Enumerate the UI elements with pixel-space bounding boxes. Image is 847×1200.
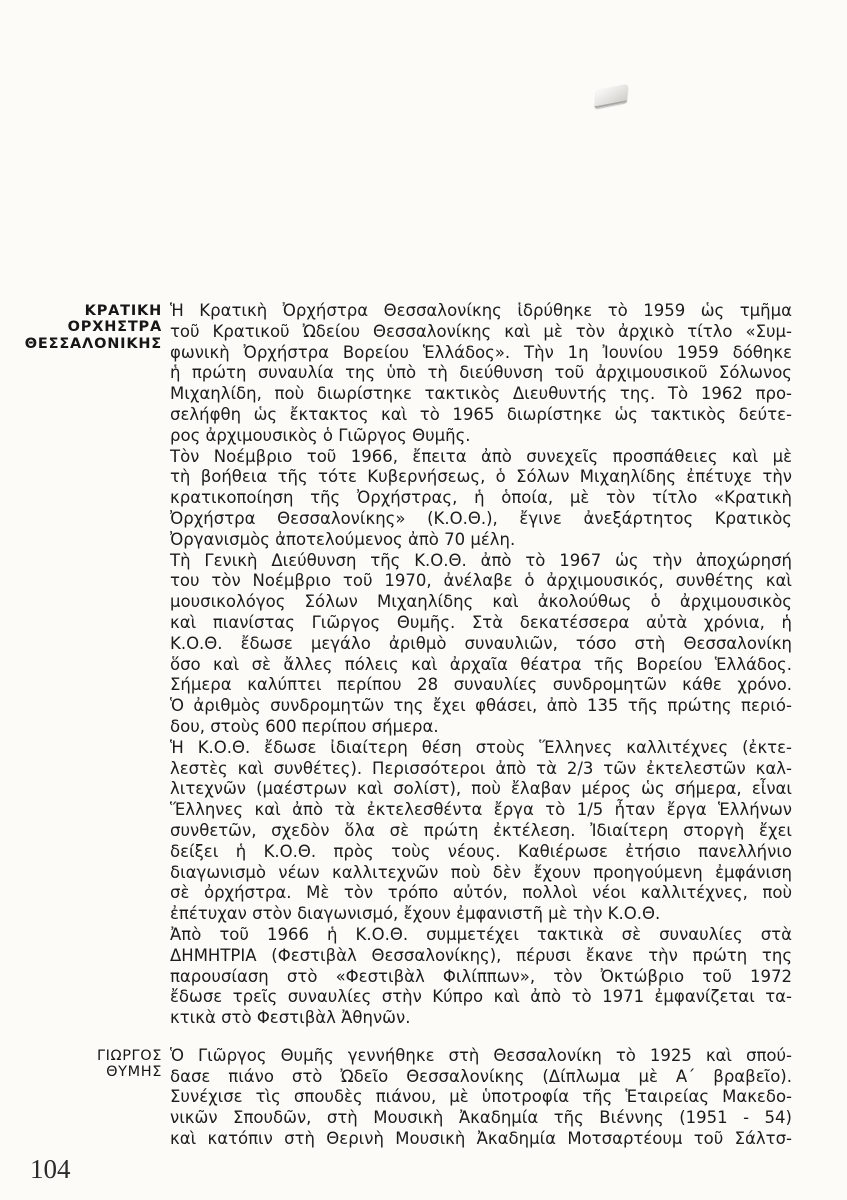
- text-line: ὅσο καὶ σὲ ἄλλες πόλεις καὶ ἀρχαῖα θέατρα τῆς Βορείου Ἑλλάδος.: [170, 654, 792, 674]
- text-line: ἔδωσε τρεῖς συναυλίες στὴν Κύπρο καὶ ἀπὸ τὸ 1971 ἐμφανίζεται τα-: [170, 987, 792, 1007]
- section-heading: [22, 301, 162, 352]
- text-line: Ὁ Γιῶργος Θυμῆς γεννήθηκε στὴ Θεσσαλονίκη τὸ 1925 καὶ σπού-: [170, 1045, 792, 1065]
- text-line: συνθετῶν, σχεδὸν ὅλα σὲ πρώτη ἐκτέλεση. Ἰδιαίτερη στοργὴ ἔχει: [170, 820, 792, 840]
- text-line: τὴ βοήθεια τῆς τότε Κυβερνήσεως, ὁ Σόλων Μιχαηλίδης ἐπέτυχε τὴν: [170, 467, 792, 487]
- text-line: Ἡ Κ.Ο.Θ. ἔδωσε ἰδιαίτερη θέση στοὺς Ἕλληνες καλλιτέχνες (ἐκτε-: [170, 737, 792, 757]
- paragraph: [170, 301, 792, 447]
- text-line: σὲ ὀρχήστρα. Μὲ τὸν τρόπο αὐτόν, πολλοὶ νέοι καλλιτέχνες, ποὺ: [170, 883, 792, 903]
- text-line: καὶ κατόπιν στὴ Θερινὴ Μουσικὴ Ἀκαδημία Μοτσαρτέουμ τοῦ Σάλτσ-: [170, 1129, 792, 1149]
- text-line: Ἡ Κρατικὴ Ὀρχήστρα Θεσσαλονίκης ἱδρύθηκε τὸ 1959 ὡς τμῆμα: [170, 301, 792, 320]
- text-line: δου, στοὺς 600 περίπου σήμερα.: [170, 716, 439, 736]
- text-line: ρος ἀρχιμουσικὸς ὁ Γιῶργος Θυμῆς.: [170, 425, 471, 445]
- text-line: Ὁ ἀριθμὸς συνδρομητῶν της ἔχει φθάσει, ἀπὸ 135 τῆς πρώτης περιό-: [170, 696, 792, 716]
- text-line: Κ.Ο.Θ. ἔδωσε μεγάλο ἀριθμὸ συναυλιῶν, τόσο στὴ Θεσσαλονίκη: [170, 633, 792, 653]
- section: [22, 301, 797, 1029]
- text-line: φωνικὴ Ὀρχήστρα Βορείου Ἑλλάδος». Τὴν 1η Ἰουνίου 1959 δόθηκε: [170, 342, 792, 362]
- text-line: σελήφθη ὡς ἔκτακτος καὶ τὸ 1965 διωρίστηκε ὡς τακτικὸς δεύτε-: [170, 404, 792, 424]
- section: [22, 1046, 797, 1150]
- text-line: διαγωνισμὸ νέων καλλιτεχνῶν ποὺ δὲν ἔχουν προηγούμενη ἐμφάνιση: [170, 862, 792, 882]
- paragraph: [170, 738, 792, 925]
- text-line: ἡ πρώτη συναυλία της ὑπὸ τὴ διεύθυνση τοῦ ἀρχιμουσικοῦ Σόλωνος: [170, 363, 792, 383]
- section-heading-line: ΘΕΣΣΑΛΟΝΙΚΗΣ: [24, 335, 162, 352]
- text-line: Ὀργανισμὸς ἀποτελούμενος ἀπὸ 70 μέλη.: [170, 529, 516, 549]
- text-line: ΔΗΜΗΤΡΙΑ (Φεστιβὰλ Θεσσαλονίκης), πέρυσι ἔκανε τὴν πρώτη της: [170, 945, 792, 965]
- paragraph: [170, 551, 792, 738]
- text-line: τοῦ Κρατικοῦ Ὠδείου Θεσσαλονίκης καὶ μὲ τὸν ἀρχικὸ τίτλο «Συμ-: [170, 321, 792, 341]
- section-heading-line: ΓΙΩΡΓΟΣ: [96, 1047, 162, 1064]
- section-body: [170, 1046, 792, 1150]
- text-line: δείξει ἡ Κ.Ο.Θ. πρὸς τοὺς νέους. Καθιέρωσε ἐτήσιο πανελλήνιο: [170, 841, 792, 861]
- section-heading-line: ΘΥΜΗΣ: [106, 1064, 162, 1081]
- text-line: καὶ πιανίστας Γιῶργος Θυμῆς. Στὰ δεκατέσσερα αὐτὰ χρόνια, ἡ: [170, 612, 792, 632]
- text-line: δασε πιάνο στὸ Ὠδεῖο Θεσσαλονίκης (Δίπλωμα μὲ Α´ βραβεῖο).: [170, 1066, 792, 1086]
- text-line: ἐπέτυχαν στὸν διαγωνισμό, ἔχουν ἐμφανιστῆ μὲ τὴν Κ.Ο.Θ.: [170, 904, 661, 924]
- page-number: 104: [30, 1154, 71, 1184]
- text-line: Ὀρχήστρα Θεσσαλονίκης» (Κ.Ο.Θ.), ἔγινε ἀνεξάρτητος Κρατικὸς: [170, 508, 792, 528]
- text-line: λεστὲς καὶ συνθέτες). Περισσότεροι ἀπὸ τὰ 2/3 τῶν ἐκτελεστῶν καλ-: [170, 758, 792, 778]
- paragraph: [170, 1046, 792, 1150]
- paragraph: [170, 447, 792, 551]
- text-line: μουσικολόγος Σόλων Μιχαηλίδης καὶ ἀκολούθως ὁ ἀρχιμουσικὸς: [170, 592, 792, 612]
- text-sections: [22, 301, 797, 1150]
- text-line: νικῶν Σπουδῶν, στὴ Μουσικὴ Ἀκαδημία τῆς Βιέννης (1951 - 54): [170, 1108, 792, 1128]
- paragraph: [170, 925, 792, 1029]
- text-line: κρατικοποίηση τῆς Ὀρχήστρας, ἡ ὁποία, μὲ τὸν τίτλο «Κρατικὴ: [170, 488, 792, 508]
- text-line: Συνέχισε τὶς σπουδὲς πιάνου, μὲ ὑποτροφία τῆς Ἑταιρείας Μακεδο-: [170, 1087, 792, 1107]
- text-line: παρουσίαση στὸ «Φεστιβὰλ Φιλίππων», τὸν Ὀκτώβριο τοῦ 1972: [170, 966, 792, 986]
- text-line: λιτεχνῶν (μαέστρων καὶ σολίστ), ποὺ ἔλαβαν μέρος ὡς σήμερα, εἶναι: [170, 779, 792, 799]
- text-line: Ἀπὸ τοῦ 1966 ἡ Κ.Ο.Θ. συμμετέχει τακτικὰ σὲ συναυλίες στὰ: [170, 924, 792, 944]
- paper-speck-artifact: [594, 84, 628, 109]
- section-heading-line: ΟΡΧΗΣΤΡΑ: [67, 319, 162, 336]
- text-line: κτικὰ στὸ Φεστιβὰλ Ἀθηνῶν.: [170, 1008, 411, 1028]
- text-line: του τὸν Νοέμβριο τοῦ 1970, ἀνέλαβε ὁ ἀρχιμουσικός, συνθέτης καὶ: [170, 571, 792, 591]
- section-body: [170, 301, 792, 1029]
- section-heading-line: ΚΡΑΤΙΚΗ: [84, 303, 162, 319]
- text-line: Τὸν Νοέμβριο τοῦ 1966, ἔπειτα ἀπὸ συνεχεῖς προσπάθειες καὶ μὲ: [170, 446, 792, 466]
- text-line: Μιχαηλίδη, ποὺ διωρίστηκε τακτικὸς Διευθυντής της. Τὸ 1962 προ-: [170, 384, 792, 404]
- section-heading: [22, 1046, 162, 1081]
- text-line: Ἕλληνες καὶ ἀπὸ τὰ ἐκτελεσθέντα ἔργα τὸ 1/5 ἦταν ἔργα Ἑλλήνων: [170, 800, 792, 820]
- text-line: Σήμερα καλύπτει περίπου 28 συναυλίες συνδρομητῶν κάθε χρόνο.: [170, 675, 792, 695]
- text-line: Τὴ Γενικὴ Διεύθυνση τῆς Κ.Ο.Θ. ἀπὸ τὸ 1967 ὡς τὴν ἀποχώρησή: [170, 550, 792, 570]
